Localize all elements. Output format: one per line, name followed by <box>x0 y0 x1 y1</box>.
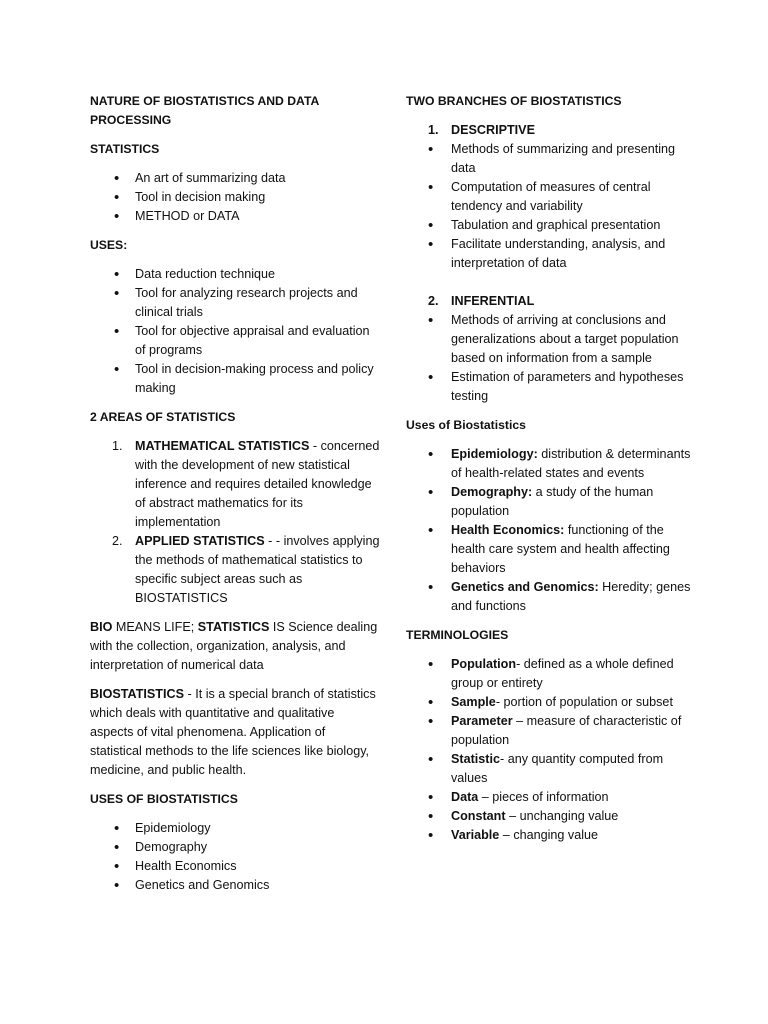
list-item <box>406 521 696 578</box>
item-text: – changing value <box>499 828 599 842</box>
item-text: – measure of characteristic of population <box>451 714 682 747</box>
item-term: Health Economics: <box>451 523 565 537</box>
right-column <box>406 92 696 855</box>
uses-of-biostatistics-heading: USES OF BIOSTATISTICS <box>90 792 238 806</box>
item-term: Epidemiology: <box>451 447 538 461</box>
item-text: – pieces of information <box>478 790 609 804</box>
list-number: 2. <box>428 294 439 308</box>
list-item <box>406 445 696 483</box>
item-term: Statistic <box>451 752 500 766</box>
item-term: Demography: <box>451 485 533 499</box>
item-term: Constant <box>451 809 506 823</box>
list-item: • Tabulation and graphical presentation <box>406 216 696 235</box>
statistics-list <box>90 169 380 226</box>
bio-text-2: IS Science dealing with the collection, organization, analysis, and interpretation of numerical data <box>90 620 378 672</box>
list-item <box>406 483 696 521</box>
item-text: a study of the human population <box>451 485 654 518</box>
area-term: MATHEMATICAL STATISTICS <box>135 439 310 453</box>
terminologies-heading: TERMINOLOGIES <box>406 628 509 642</box>
list-item <box>406 578 696 616</box>
item-text: functioning of the health care system and health affecting behaviors <box>451 523 670 575</box>
list-item <box>406 826 696 845</box>
list-item: • Facilitate understanding, analysis, and interpretation of data <box>406 235 696 273</box>
document-title <box>90 92 380 130</box>
biostatistics-term: BIOSTATISTICS <box>90 687 184 701</box>
areas-list <box>90 437 380 608</box>
list-item <box>90 532 380 608</box>
title-line-2: PROCESSING <box>90 113 172 127</box>
list-item <box>406 292 696 311</box>
bio-text: MEANS LIFE; <box>112 620 198 634</box>
list-item <box>406 788 696 807</box>
left-column <box>90 92 380 905</box>
list-item: • Estimation of parameters and hypotheses testing <box>406 368 696 406</box>
item-term: Data <box>451 790 479 804</box>
list-item: • Genetics and Genomics <box>90 876 380 895</box>
item-text: Heredity; genes and functions <box>451 580 691 613</box>
list-item <box>406 750 696 788</box>
list-item: • Demography <box>90 838 380 857</box>
biostatistics-definition <box>90 685 380 780</box>
inferential-branch <box>406 292 696 311</box>
inferential-list <box>406 311 696 406</box>
list-item <box>406 693 696 712</box>
bio-definition <box>90 618 380 675</box>
item-text: distribution & determinants of health-related states and events <box>451 447 691 480</box>
uses-of-biostatistics-list <box>90 819 380 895</box>
item-term: Sample <box>451 695 496 709</box>
list-number: 1. <box>428 123 439 137</box>
branches-heading: TWO BRANCHES OF BIOSTATISTICS <box>406 94 622 108</box>
list-item <box>406 655 696 693</box>
descriptive-list <box>406 140 696 273</box>
list-item: • An art of summarizing data <box>90 169 380 188</box>
list-item: • Tool for objective appraisal and evaluation of programs <box>90 322 380 360</box>
list-item: • Epidemiology <box>90 819 380 838</box>
inferential-label: INFERENTIAL <box>451 294 535 308</box>
list-item: • Methods of arriving at conclusions and generalizations about a target population based on information from a sample <box>406 311 696 368</box>
area-text: - concerned with the development of new statistical inference and requires detailed knowledge of abstract mathematics for its implementation <box>135 439 380 529</box>
biostatistics-text: - It is a special branch of statistics which deals with quantitative and qualitative aspects of vital phenomena. Application of statistical methods to the life sciences like biology, medicine, and public health. <box>90 687 376 777</box>
uses-list <box>90 265 380 398</box>
item-term: Parameter <box>451 714 513 728</box>
statistics-heading: STATISTICS <box>90 142 160 156</box>
list-item <box>90 437 380 532</box>
item-text: - any quantity computed from values <box>451 752 664 785</box>
areas-heading: 2 AREAS OF STATISTICS <box>90 410 236 424</box>
descriptive-branch <box>406 121 696 140</box>
area-term: APPLIED STATISTICS <box>135 534 265 548</box>
uses-of-biostatistics-heading: Uses of Biostatistics <box>406 418 526 432</box>
item-term: Population <box>451 657 517 671</box>
uses-of-biostatistics-detail-list <box>406 445 696 616</box>
item-text: - defined as a whole defined group or entirety <box>451 657 674 690</box>
statistics-term: STATISTICS <box>197 620 270 634</box>
title-line-1: NATURE OF BIOSTATISTICS AND DATA <box>90 94 320 108</box>
list-item: • METHOD or DATA <box>90 207 380 226</box>
list-item: • Health Economics <box>90 857 380 876</box>
list-item: • Methods of summarizing and presenting data <box>406 140 696 178</box>
item-text: - portion of population or subset <box>495 695 673 709</box>
list-item <box>406 712 696 750</box>
list-number: 2. <box>112 534 123 548</box>
list-item: • Tool in decision-making process and policy making <box>90 360 380 398</box>
item-term: Genetics and Genomics: <box>451 580 599 594</box>
list-item <box>406 807 696 826</box>
area-text: - - involves applying the methods of mathematical statistics to specific subject areas such as BIOSTATISTICS <box>135 534 380 605</box>
list-item <box>406 121 696 140</box>
bio-term: BIO <box>90 620 113 634</box>
list-number: 1. <box>112 439 123 453</box>
descriptive-label: DESCRIPTIVE <box>451 123 535 137</box>
list-item: • Computation of measures of central tendency and variability <box>406 178 696 216</box>
item-term: Variable <box>451 828 500 842</box>
uses-heading: USES: <box>90 238 128 252</box>
terminologies-list <box>406 655 696 845</box>
item-text: – unchanging value <box>505 809 619 823</box>
list-item: • Tool for analyzing research projects and clinical trials <box>90 284 380 322</box>
list-item: • Tool in decision making <box>90 188 380 207</box>
list-item: • Data reduction technique <box>90 265 380 284</box>
